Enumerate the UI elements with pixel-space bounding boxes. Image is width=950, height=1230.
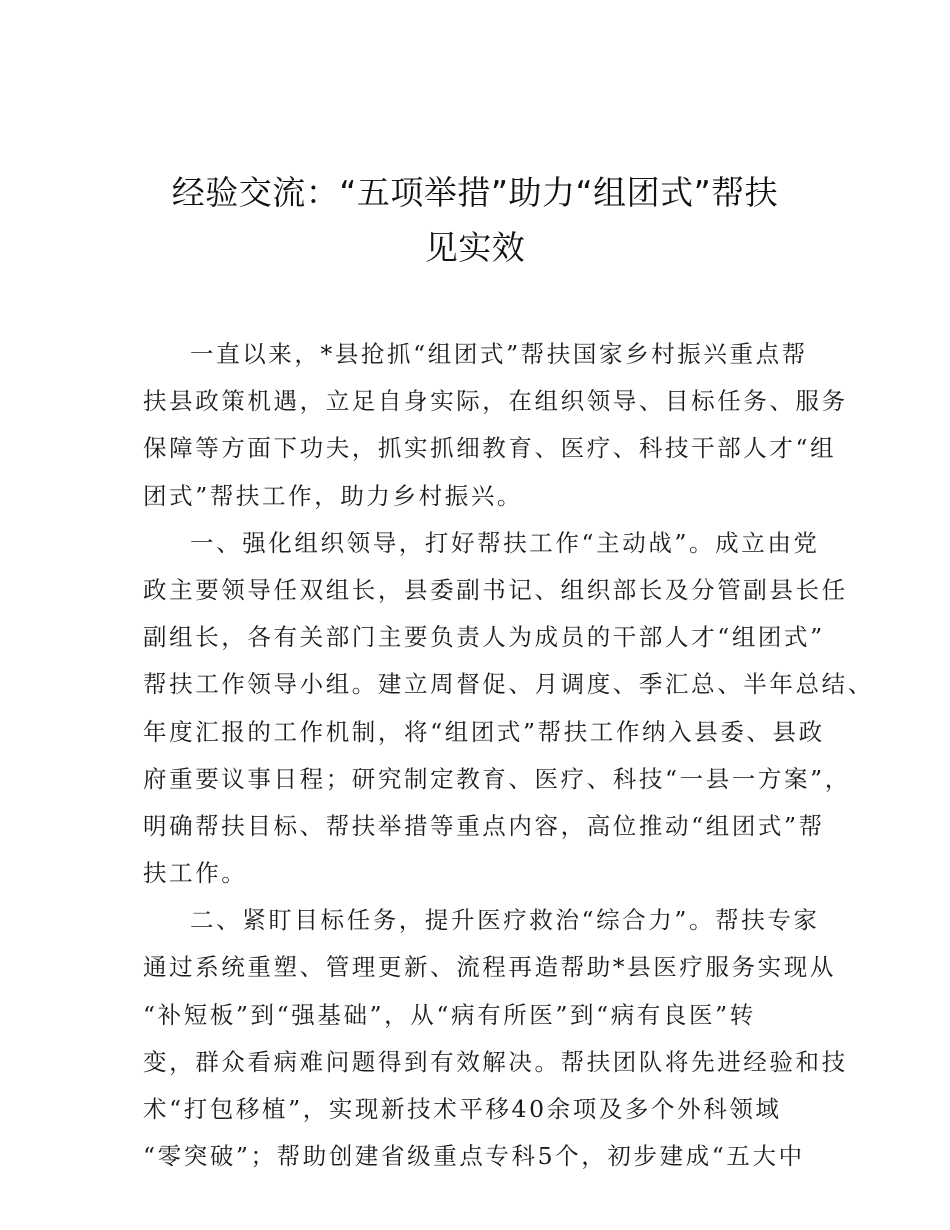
- text-line: “零突破”；帮助创建省级重点专科5个，初步建成“五大中: [143, 1142, 805, 1171]
- document-body: [143, 336, 874, 1185]
- text-line: 扶县政策机遇，立足自身实际，在组织领导、目标任务、服务: [143, 387, 848, 416]
- text-line: 团式”帮扶工作，助力乡村振兴。: [143, 481, 524, 510]
- text-line: 副组长，各有关部门主要负责人为成员的干部人才“组团式”: [143, 623, 825, 652]
- paragraph-section-2: [143, 902, 848, 1185]
- text-line: 年度汇报的工作机制，将“组团式”帮扶工作纳入县委、县政: [143, 717, 825, 746]
- text-line: 扶工作。: [143, 859, 248, 888]
- text-line: 通过系统重塑、管理更新、流程再造帮助*县医疗服务实现从: [143, 953, 836, 982]
- text-line: 术“打包移植”，实现新技术平移40余项及多个外科领域: [143, 1095, 782, 1123]
- text-line: 一、强化组织领导，打好帮扶工作“主动战”。成立由党: [190, 528, 820, 557]
- text-line: 明确帮扶目标、帮扶举措等重点内容，高位推动“组团式”帮: [143, 811, 825, 840]
- text-line: 变，群众看病难问题得到有效解决。帮扶团队将先进经验和技: [143, 1047, 848, 1076]
- document-title-line-1: 经验交流：“五项举措”助力“组团式”帮扶: [171, 173, 779, 212]
- text-line: 政主要领导任双组长，县委副书记、组织部长及分管副县长任: [143, 575, 848, 604]
- paragraph-section-1: [143, 525, 874, 903]
- paragraph-intro: [143, 336, 848, 525]
- text-line: 一直以来，*县抢抓“组团式”帮扶国家乡村振兴重点帮: [190, 340, 808, 368]
- document-title-line-2: 见实效: [424, 228, 526, 267]
- text-line: 保障等方面下功夫，抓实抓细教育、医疗、科技干部人才“组: [143, 434, 837, 463]
- text-line: 府重要议事日程；研究制定教育、医疗、科技“一县一方案”，: [143, 764, 851, 793]
- text-line: “补短板”到“强基础”，从“病有所医”到“病有良医”转: [143, 1000, 756, 1029]
- text-line: 二、紧盯目标任务，提升医疗救治“综合力”。帮扶专家: [190, 906, 820, 935]
- text-line: 帮扶工作领导小组。建立周督促、月调度、季汇总、半年总结、: [143, 670, 874, 699]
